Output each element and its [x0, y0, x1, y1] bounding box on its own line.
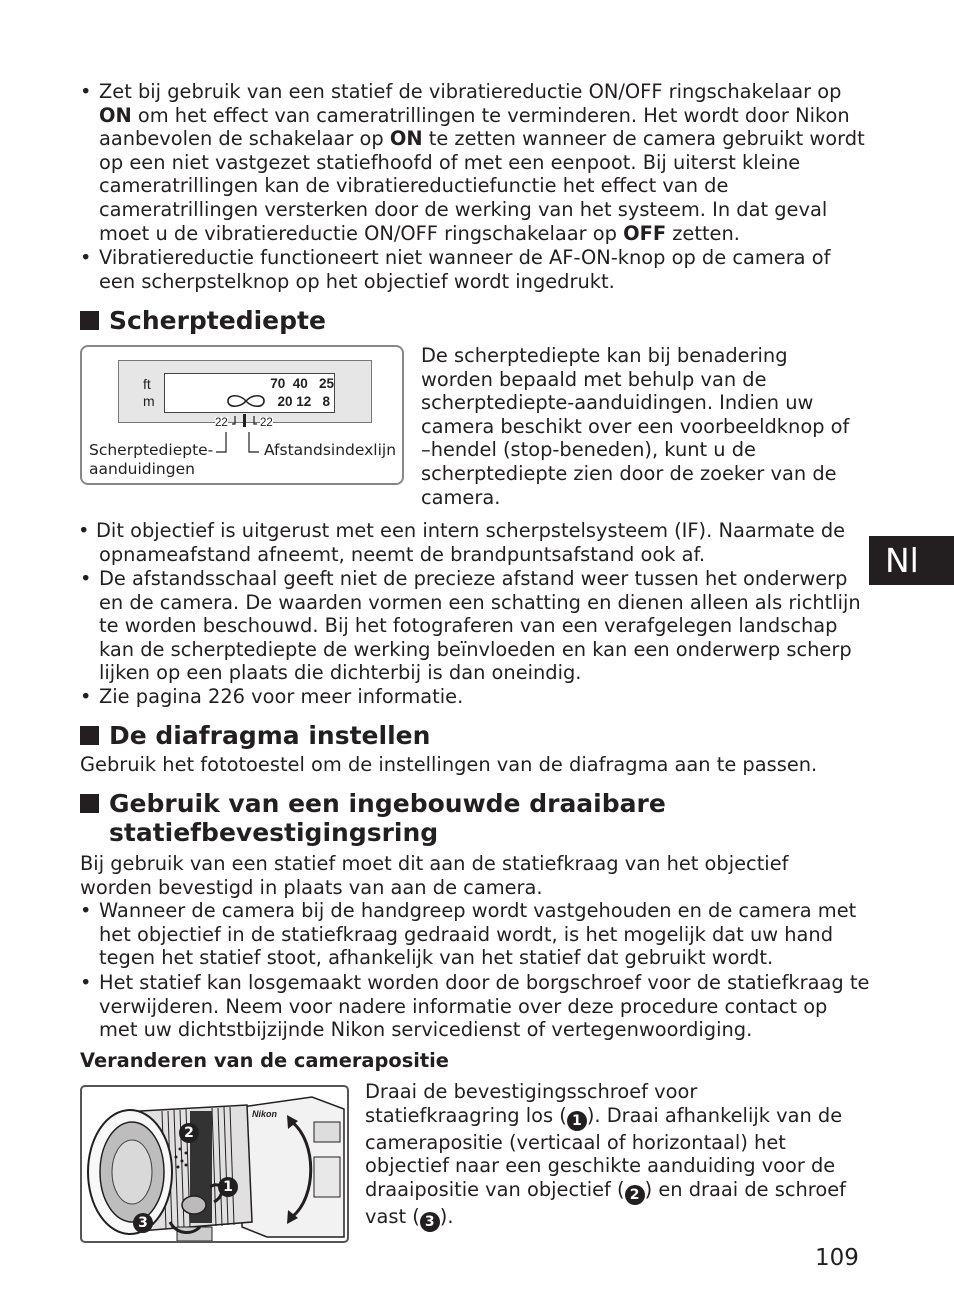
subheading-camerapositie: Veranderen van de camerapositie	[80, 1049, 449, 1072]
step-text-d: ).	[439, 1204, 454, 1228]
bullet-text-vr-tripod: Zet bij gebruik van een statief de vibratiereductie ON/OFF ringschakelaar op ON om het effect van cameratrillingen te verminderen. Het wordt door Nikon aanbevolen de schakelaar op ON te zetten wanneer de camera gebruikt wordt op een niet vastgezet statiefhoofd of met een eenpoot. Bij uiterst kleine cameratrillingen kan de vibratiereductiefunctie het effect van de cameratrillingen versterken door de werking van het systeem. In dat geval moet u de vibratiereductie ON/OFF ringschakelaar op OFF zetten.	[99, 80, 865, 245]
ft-scale-values: 70 40 25	[270, 376, 334, 391]
step-text-b: ). Draai afhankelijk van de camerapositie (verticaal of horizontaal) het objectief naar een geschikte aanduiding voor de draaipositie van objectief (	[365, 1103, 843, 1201]
infinity-icon	[225, 394, 267, 408]
statiefring-paragraph: Bij gebruik van een statief moet dit aan de statiefkraag van het objectief worden bevestigd in plaats van aan de camera.	[80, 852, 789, 899]
bullet-dot: •	[80, 567, 92, 590]
callout-number-3: 3	[133, 1213, 153, 1233]
bullet-text-vr-afon: Vibratiereductie functioneert niet wanneer de AF-ON-knop op de camera of een scherpstelknop op het objectief wordt ingedrukt.	[99, 246, 831, 293]
bullet-hand-grip	[80, 899, 870, 970]
dof-mark-left: 22	[215, 417, 228, 429]
camera-lens-illustration	[82, 1087, 347, 1241]
heading-text-line1: Gebruik van een ingebouwde draaibare	[109, 789, 666, 818]
step-text-c: ) en draai de schroef vast (	[365, 1177, 846, 1228]
page-number: 109	[815, 1245, 859, 1271]
bullet-dot: •	[80, 971, 92, 994]
bullet-text-see-page: Zie pagina 226 voor meer informatie.	[99, 685, 464, 708]
step-number-2-icon: 2	[625, 1185, 645, 1205]
language-tab-nl: Nl	[869, 536, 954, 585]
diafragma-paragraph: Gebruik het fototoestel om de instellingen van de diafragma aan te passen.	[80, 753, 818, 776]
bullet-if-system	[80, 519, 870, 566]
square-bullet-icon	[80, 726, 99, 745]
step-number-3-icon: 3	[420, 1212, 440, 1232]
scherptediepte-paragraph: De scherptediepte kan bij benadering worden bepaald met behulp van de scherptediepte-aanduidingen. Indien uw camera beschikt over een voorbeeldknop of –hendel (stop-beneden), kunt u de scherptediepte zien door de zoeker van de camera.	[421, 344, 850, 509]
brand-logo-text: Nikon	[252, 1109, 278, 1119]
heading-text: Scherptediepte	[109, 306, 326, 335]
label-index-line: Afstandsindexlijn	[264, 441, 397, 459]
step-number-1-icon: 1	[567, 1111, 587, 1131]
bullet-lock-screw	[80, 971, 870, 1042]
square-bullet-icon	[80, 794, 99, 813]
m-scale-values: 20 12 8	[277, 394, 330, 409]
depth-of-field-scale-figure	[80, 345, 404, 485]
heading-text: De diafragma instellen	[109, 721, 431, 750]
square-bullet-icon	[80, 311, 99, 330]
bullet-see-page	[80, 685, 870, 709]
heading-text-line2: statiefbevestigingsring	[109, 818, 439, 847]
section-heading-statiefring	[80, 789, 666, 847]
camerapositie-paragraph	[365, 1080, 855, 1232]
callout-lines	[212, 432, 272, 457]
bullet-text-if-system: Dit objectief is uitgerust met een intern scherpstelsysteem (IF). Naarmate de opnameafstand afneemt, neemt de brandpuntsafstand ook af.	[96, 519, 846, 566]
section-heading-scherptediepte	[80, 306, 326, 335]
bullet-vr-tripod	[80, 80, 870, 245]
unit-ft-label: ft	[143, 376, 151, 392]
bullet-text-hand-grip: Wanneer de camera bij de handgreep wordt vastgehouden en de camera met het objectief in de statiefkraag gedraaid wordt, is het mogelijk dat uw hand tegen het statief stoot, afhankelijk van het statief dat gebruikt wordt.	[99, 899, 857, 970]
distance-scale-box	[164, 373, 335, 413]
bullet-vr-afon	[80, 246, 870, 293]
bullet-dot: •	[80, 246, 92, 269]
bullet-dot: •	[78, 519, 90, 542]
distance-scale-window	[118, 360, 372, 429]
index-line-icon	[231, 414, 259, 428]
callout-number-2: 2	[179, 1123, 199, 1143]
bullet-text-lock-screw: Het statief kan losgemaakt worden door de borgschroef voor de statiefkraag te verwijderen. Neem voor nadere informatie over deze procedure contact op met uw dichtstbijzijnde Nikon servicedienst of vertegenwoordiging.	[99, 971, 870, 1042]
bullet-dot: •	[80, 685, 92, 708]
dof-mark-right: 22	[260, 417, 273, 429]
label-dof-indicators: Scherptediepte- aanduidingen	[89, 441, 214, 478]
bullet-dot: •	[80, 80, 92, 103]
camera-lens-tripod-figure	[80, 1085, 349, 1243]
bullet-distance-scale	[80, 567, 870, 685]
section-heading-diafragma	[80, 721, 430, 750]
callout-number-1: 1	[218, 1177, 238, 1197]
step-text-a: Draai de bevestigingsschroef voor statiefkraagring los (	[365, 1080, 698, 1127]
bullet-dot: •	[80, 899, 92, 922]
bullet-text-distance-scale: De afstandsschaal geeft niet de precieze afstand weer tussen het onderwerp en de camera. De waarden vormen een schatting en dienen alleen als richtlijn te worden beschouwd. Bij het fotograferen van een verafgelegen landschap kan de scherptediepte de werking beïnvloeden en kan een onderwerp scherp lijken op een plaats die dichterbij is dan oneindig.	[99, 567, 861, 685]
unit-m-label: m	[143, 393, 155, 409]
